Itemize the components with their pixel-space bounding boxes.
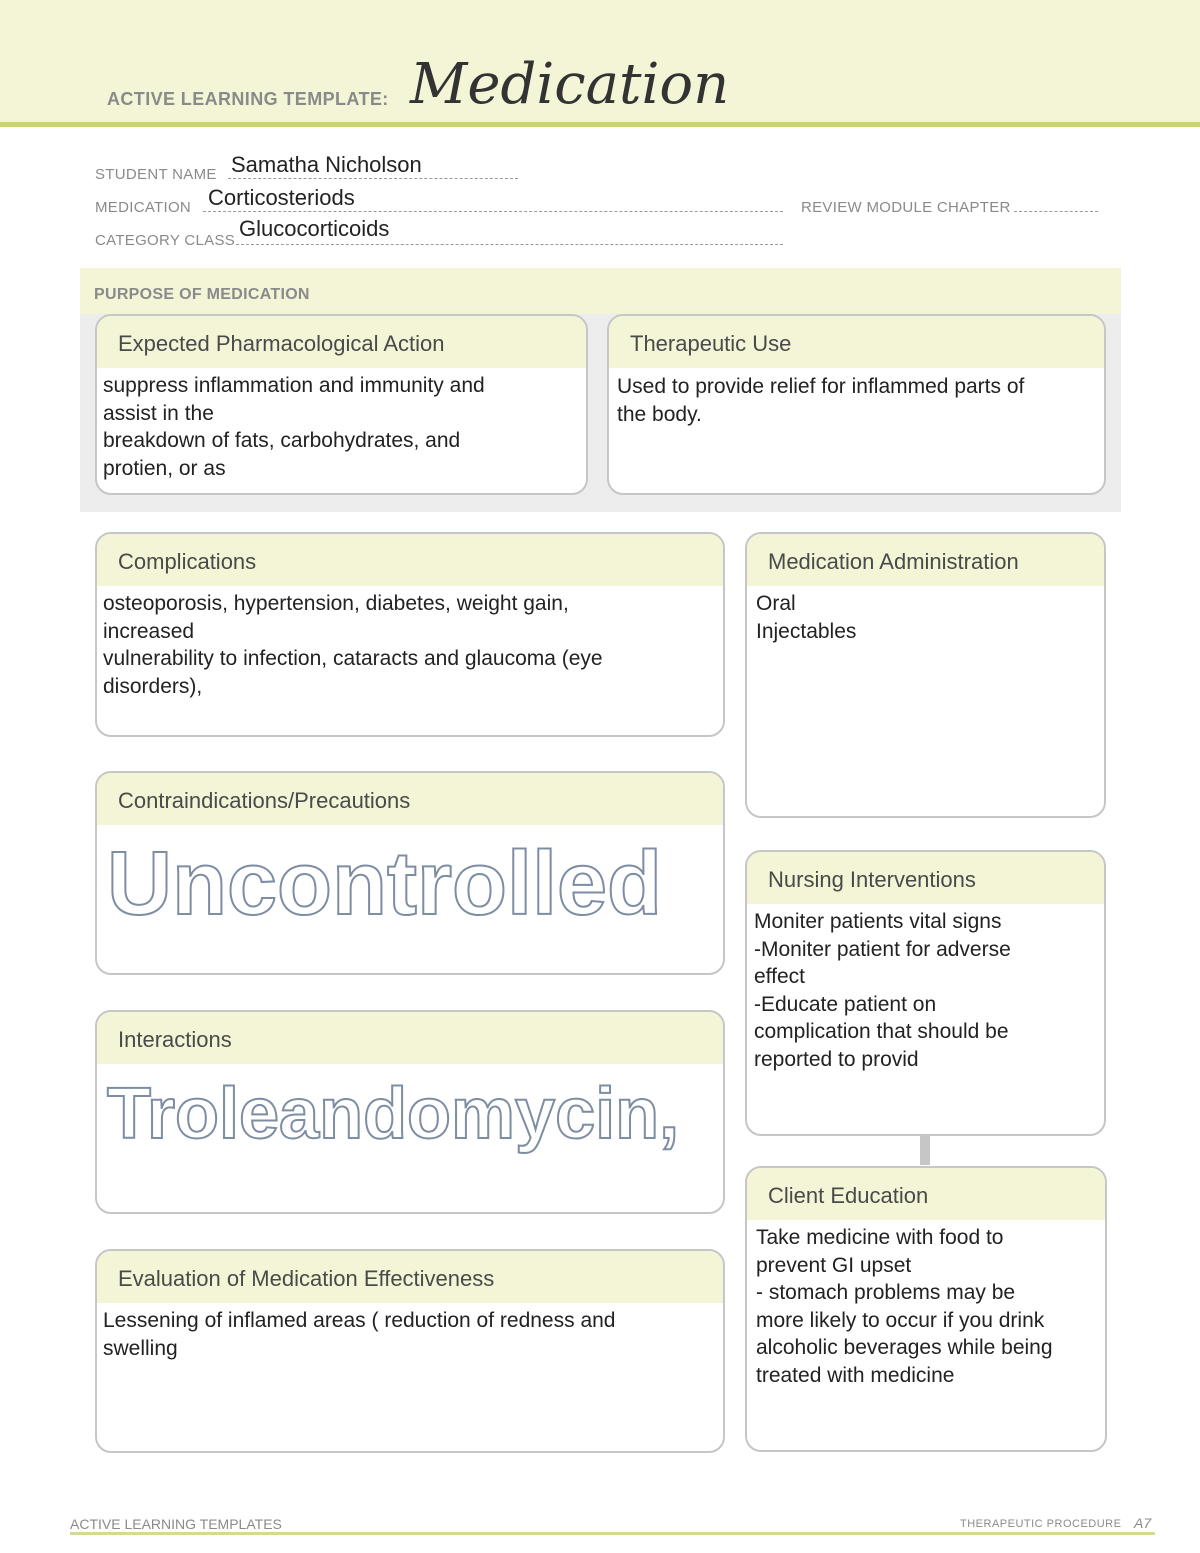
medication-field[interactable]: Corticosteriods: [208, 185, 355, 210]
complications-heading: Complications: [97, 534, 723, 586]
nursing-interventions-box: [745, 850, 1106, 1136]
text-line: -Moniter patient for adverse: [754, 937, 1011, 961]
text-line: suppress inflammation and immunity and: [103, 374, 485, 397]
expected-action-heading: Expected Pharmacological Action: [97, 316, 586, 368]
text-line: Take medicine with food to: [756, 1226, 1004, 1249]
text-line: Injectables: [756, 619, 857, 643]
text-line: reported to provid: [754, 1047, 919, 1071]
therapeutic-use-heading: Therapeutic Use: [609, 316, 1104, 368]
text-line: assist in the: [103, 401, 214, 425]
footer-right: THERAPEUTIC PROCEDURE: [960, 1518, 1122, 1530]
nursing-interventions-text[interactable]: [747, 904, 1104, 1073]
complications-box: [95, 532, 725, 737]
student-name-field[interactable]: Samatha Nicholson: [231, 152, 422, 177]
administration-text[interactable]: [747, 586, 1104, 645]
text-line: Oral: [756, 592, 796, 615]
template-label: ACTIVE LEARNING TEMPLATE:: [107, 89, 389, 109]
evaluation-text[interactable]: [97, 1303, 723, 1362]
student-name-line: [228, 178, 518, 179]
text-line: effect: [754, 965, 805, 988]
review-module-label: REVIEW MODULE CHAPTER: [801, 199, 1011, 216]
client-education-heading: Client Education: [747, 1168, 1105, 1220]
contraindications-field[interactable]: Uncontrolled: [107, 834, 662, 934]
interactions-box: [95, 1010, 725, 1214]
client-education-box: [745, 1166, 1107, 1452]
connector: [920, 1135, 930, 1165]
header-rule: [0, 122, 1200, 127]
text-line: -Educate patient on: [754, 992, 937, 1016]
text-line: prevent GI upset: [756, 1253, 912, 1277]
text-line: osteoporosis, hypertension, diabetes, weight gain,: [103, 592, 569, 615]
page-number: A7: [1134, 1515, 1152, 1531]
administration-box: [745, 532, 1106, 818]
purpose-title: PURPOSE OF MEDICATION: [94, 286, 310, 303]
contraindications-box: [95, 771, 725, 975]
category-class-field[interactable]: Glucocorticoids: [239, 216, 390, 241]
medication-line: [203, 211, 783, 212]
text-line: swelling: [103, 1336, 178, 1360]
text-line: complication that should be: [754, 1020, 1009, 1043]
text-line: disorders),: [103, 674, 203, 698]
interactions-field[interactable]: Troleandomycin,: [107, 1074, 680, 1154]
text-line: vulnerability to infection, cataracts and glaucoma (eye: [103, 647, 603, 670]
expected-action-text[interactable]: [97, 368, 586, 482]
text-line: breakdown of fats, carbohydrates, and: [103, 429, 461, 452]
category-class-line: [236, 244, 783, 245]
footer-rule: [70, 1532, 1155, 1535]
text-line: protien, or as: [103, 456, 226, 480]
administration-heading: Medication Administration: [747, 534, 1104, 586]
text-line: increased: [103, 619, 195, 643]
evaluation-heading: Evaluation of Medication Effectiveness: [97, 1251, 723, 1303]
text-line: alcoholic beverages while being: [756, 1336, 1053, 1359]
text-line: Lessening of inflamed areas ( reduction of redness and: [103, 1309, 616, 1332]
medication-label: MEDICATION: [95, 199, 192, 216]
review-module-field[interactable]: [1014, 211, 1098, 212]
text-line: Used to provide relief for inflammed parts of: [617, 375, 1025, 398]
page-title: Medication: [410, 52, 730, 117]
complications-text[interactable]: [97, 586, 723, 700]
evaluation-box: [95, 1249, 725, 1453]
text-line: treated with medicine: [756, 1363, 955, 1387]
therapeutic-use-box: [607, 314, 1106, 495]
text-line: the body.: [617, 402, 702, 426]
interactions-heading: Interactions: [97, 1012, 723, 1064]
text-line: - stomach problems may be: [756, 1281, 1016, 1304]
category-class-label: CATEGORY CLASS: [95, 232, 236, 249]
footer-left: ACTIVE LEARNING TEMPLATES: [70, 1516, 282, 1532]
text-line: more likely to occur if you drink: [756, 1308, 1045, 1332]
contraindications-heading: Contraindications/Precautions: [97, 773, 723, 825]
expected-action-box: [95, 314, 588, 495]
therapeutic-use-text[interactable]: [609, 368, 1104, 428]
student-name-label: STUDENT NAME: [95, 166, 217, 183]
text-line: Moniter patients vital signs: [754, 910, 1002, 933]
nursing-interventions-heading: Nursing Interventions: [747, 852, 1104, 904]
client-education-text[interactable]: [747, 1220, 1105, 1389]
